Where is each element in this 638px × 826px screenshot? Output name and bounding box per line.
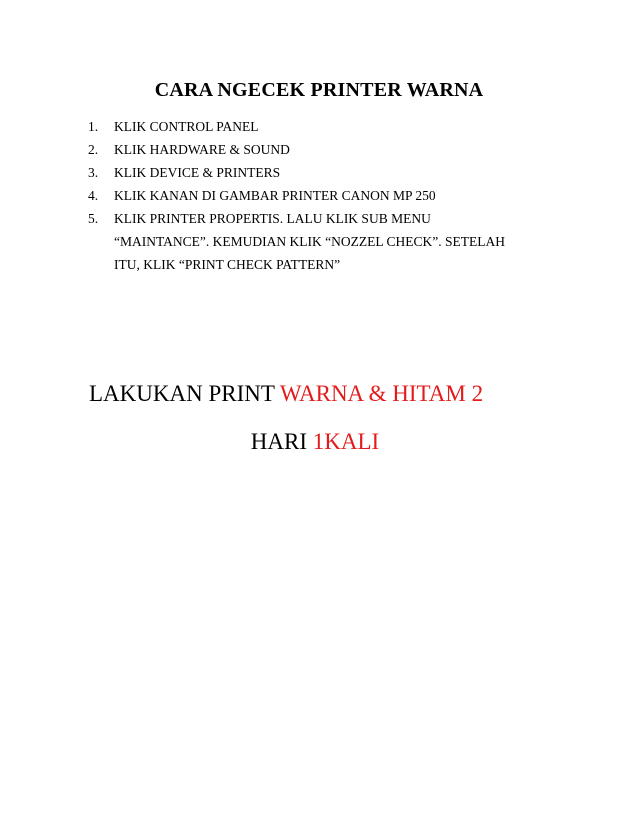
step-text: [114, 161, 558, 184]
step-line: ITU, KLIK “PRINT CHECK PATTERN”: [114, 257, 341, 272]
list-item-step-3: [88, 161, 558, 184]
steps-list: [88, 115, 558, 276]
step-line: KLIK KANAN DI GAMBAR PRINTER CANON MP 250: [114, 188, 436, 203]
step-number: 1.: [88, 119, 99, 134]
print-reminder: [0, 375, 638, 461]
step-line: KLIK HARDWARE & SOUND: [114, 142, 290, 157]
reminder-line-2: [0, 423, 638, 461]
list-item-step-1: [88, 115, 558, 138]
step-line: “MAINTANCE”. KEMUDIAN KLIK “NOZZEL CHECK”. SETELAH: [114, 234, 505, 249]
reminder-highlight: WARNA & HITAM 2: [279, 381, 484, 406]
list-item-step-5: [88, 207, 558, 276]
reminder-line-1: [0, 375, 638, 413]
reminder-text: LAKUKAN PRINT: [89, 381, 280, 406]
step-number: 4.: [88, 188, 99, 203]
step-line: KLIK PRINTER PROPERTIS. LALU KLIK SUB MENU: [114, 211, 431, 226]
reminder-text: HARI: [250, 429, 313, 454]
reminder-highlight: 1KALI: [312, 429, 380, 454]
step-line: KLIK DEVICE & PRINTERS: [114, 165, 281, 180]
step-number: 2.: [88, 142, 99, 157]
step-text: [114, 138, 558, 161]
list-item-step-4: [88, 184, 558, 207]
step-text: [114, 115, 558, 138]
step-text: [114, 184, 558, 207]
step-number: 5.: [88, 211, 99, 226]
step-number: 3.: [88, 165, 99, 180]
step-line: KLIK CONTROL PANEL: [114, 119, 259, 134]
list-item-step-2: [88, 138, 558, 161]
step-text: [114, 207, 558, 276]
document-title: CARA NGECEK PRINTER WARNA: [154, 79, 484, 101]
